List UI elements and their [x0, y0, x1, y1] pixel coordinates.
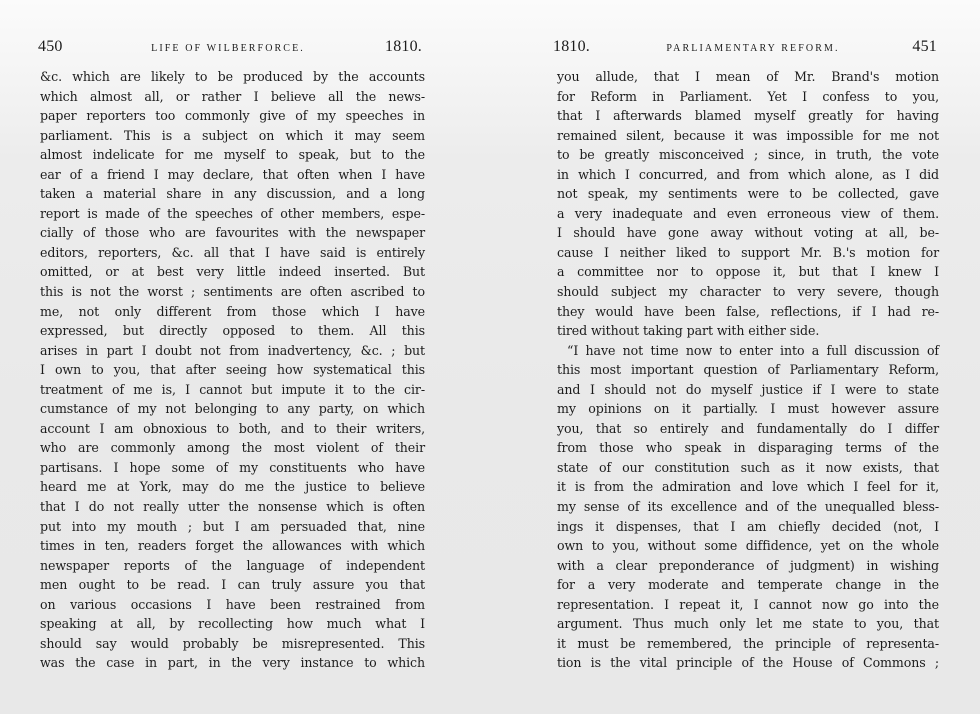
- text-line: I own to you, that after seeing how systematical this: [40, 362, 425, 378]
- text-line: tired without taking part with either side.: [557, 323, 820, 339]
- text-line: “I have not time now to enter into a full discussion of: [567, 342, 939, 358]
- text-line: report is made of the speeches of other members, espe-: [40, 205, 425, 221]
- text-line: this most important question of Parliamentary Reform,: [557, 362, 939, 378]
- text-line: which almost all, or rather I believe all the news-: [40, 88, 425, 104]
- text-line: for a very moderate and temperate change in the: [557, 577, 939, 593]
- text-line: newspaper reports of the language of independent: [40, 557, 425, 573]
- text-line: own to you, without some diffidence, yet on the whole: [557, 538, 939, 554]
- text-line: remained silent, because it was impossible for me not: [557, 127, 939, 143]
- body-text-left: [40, 67, 425, 673]
- running-head-right: [553, 38, 937, 56]
- text-line: was the case in part, in the very instance to which: [40, 655, 425, 671]
- text-line: ear of a friend I may declare, that often when I have: [40, 166, 425, 182]
- text-line: paper reporters too commonly give of my speeches in: [40, 108, 425, 124]
- body-text-right: [557, 67, 939, 673]
- right-page: [490, 0, 980, 714]
- text-line: arises in part I doubt not from inadvertency, &c. ; but: [40, 342, 425, 358]
- text-line: times in ten, readers forget the allowances with which: [40, 538, 425, 554]
- running-title: PARLIAMENTARY REFORM.: [666, 43, 840, 54]
- text-line: parliament. This is a subject on which it may seem: [40, 127, 425, 143]
- text-line: you allude, that I mean of Mr. Brand's motion: [557, 69, 939, 84]
- text-line: and I should not do myself justice if I were to state: [557, 381, 939, 397]
- text-line: put into my mouth ; but I am persuaded that, nine: [40, 518, 425, 534]
- text-line: tion is the vital principle of the House of Commons ;: [557, 655, 939, 671]
- text-line: they would have been false, reflections, if I had re-: [557, 303, 939, 319]
- text-line: &c. which are likely to be produced by the accounts: [40, 69, 425, 84]
- text-line: for Reform in Parliament. Yet I confess to you,: [557, 88, 939, 104]
- text-line: cumstance of my not belonging to any party, on which: [40, 401, 425, 417]
- text-line: a committee nor to oppose it, but that I knew I: [557, 264, 939, 280]
- text-line: in which I concurred, and from which alone, as I did: [557, 166, 939, 182]
- text-line: should subject my character to very severe, though: [557, 284, 939, 300]
- text-line: my opinions on it partially. I must however assure: [557, 401, 939, 417]
- text-line: this is not the worst ; sentiments are often ascribed to: [40, 284, 425, 300]
- text-line: my sense of its excellence and of the unequalled bless-: [557, 499, 939, 515]
- text-line: taken a material share in any discussion, and a long: [40, 186, 425, 202]
- text-line: treatment of me is, I cannot but impute it to the cir-: [40, 381, 425, 397]
- text-line: editors, reporters, &c. all that I have said is entirely: [40, 244, 425, 260]
- text-line: that I afterwards blamed myself greatly for having: [557, 108, 939, 124]
- text-line: cially of those who are favourites with the newspaper: [40, 225, 425, 241]
- text-line: from those who speak in disparaging terms of the: [557, 440, 939, 456]
- text-line: ings it dispenses, that I am chiefly decided (not, I: [557, 518, 939, 534]
- text-line: I should have gone away without voting at all, be-: [557, 225, 939, 241]
- text-line: you, that so entirely and fundamentally do I differ: [557, 420, 939, 436]
- running-year: 1810.: [553, 38, 590, 55]
- text-line: with a clear preponderance of judgment) in wishing: [557, 557, 939, 573]
- page-number: 450: [38, 38, 63, 55]
- page-number: 451: [912, 38, 937, 55]
- text-line: state of our constitution such as it now exists, that: [557, 459, 939, 475]
- text-line: who are commonly among the most violent of their: [40, 440, 425, 456]
- text-line: account I am obnoxious to both, and to their writers,: [40, 420, 425, 436]
- text-line: expressed, but directly opposed to them. All this: [40, 323, 425, 339]
- running-year: 1810.: [385, 38, 422, 55]
- text-line: should say would probably be misrepresented. This: [40, 635, 425, 651]
- text-line: speaking at all, by recollecting how much what I: [40, 616, 425, 632]
- text-line: cause I neither liked to support Mr. B.'s motion for: [557, 244, 939, 260]
- text-line: it is from the admiration and love which I feel for it,: [557, 479, 939, 495]
- text-line: representation. I repeat it, I cannot now go into the: [557, 596, 939, 612]
- text-line: to be greatly misconceived ; since, in truth, the vote: [557, 147, 939, 163]
- text-line: not speak, my sentiments were to be collected, gave: [557, 186, 939, 202]
- text-line: heard me at York, may do me the justice to believe: [40, 479, 425, 495]
- text-line: it must be remembered, the principle of representa-: [557, 635, 939, 651]
- text-line: men ought to be read. I can truly assure you that: [40, 577, 425, 593]
- text-line: that I do not really utter the nonsense which is often: [40, 499, 425, 515]
- text-line: argument. Thus much only let me state to you, that: [557, 616, 939, 632]
- running-head-left: [38, 38, 422, 56]
- text-line: partisans. I hope some of my constituents who have: [40, 459, 425, 475]
- text-line: almost indelicate for me myself to speak, but to the: [40, 147, 425, 163]
- text-line: omitted, or at best very little indeed inserted. But: [40, 264, 425, 280]
- text-line: a very inadequate and even erroneous view of them.: [557, 205, 939, 221]
- running-title: LIFE OF WILBERFORCE.: [151, 43, 305, 54]
- text-line: me, not only different from those which I have: [40, 303, 425, 319]
- text-line: on various occasions I have been restrained from: [40, 596, 425, 612]
